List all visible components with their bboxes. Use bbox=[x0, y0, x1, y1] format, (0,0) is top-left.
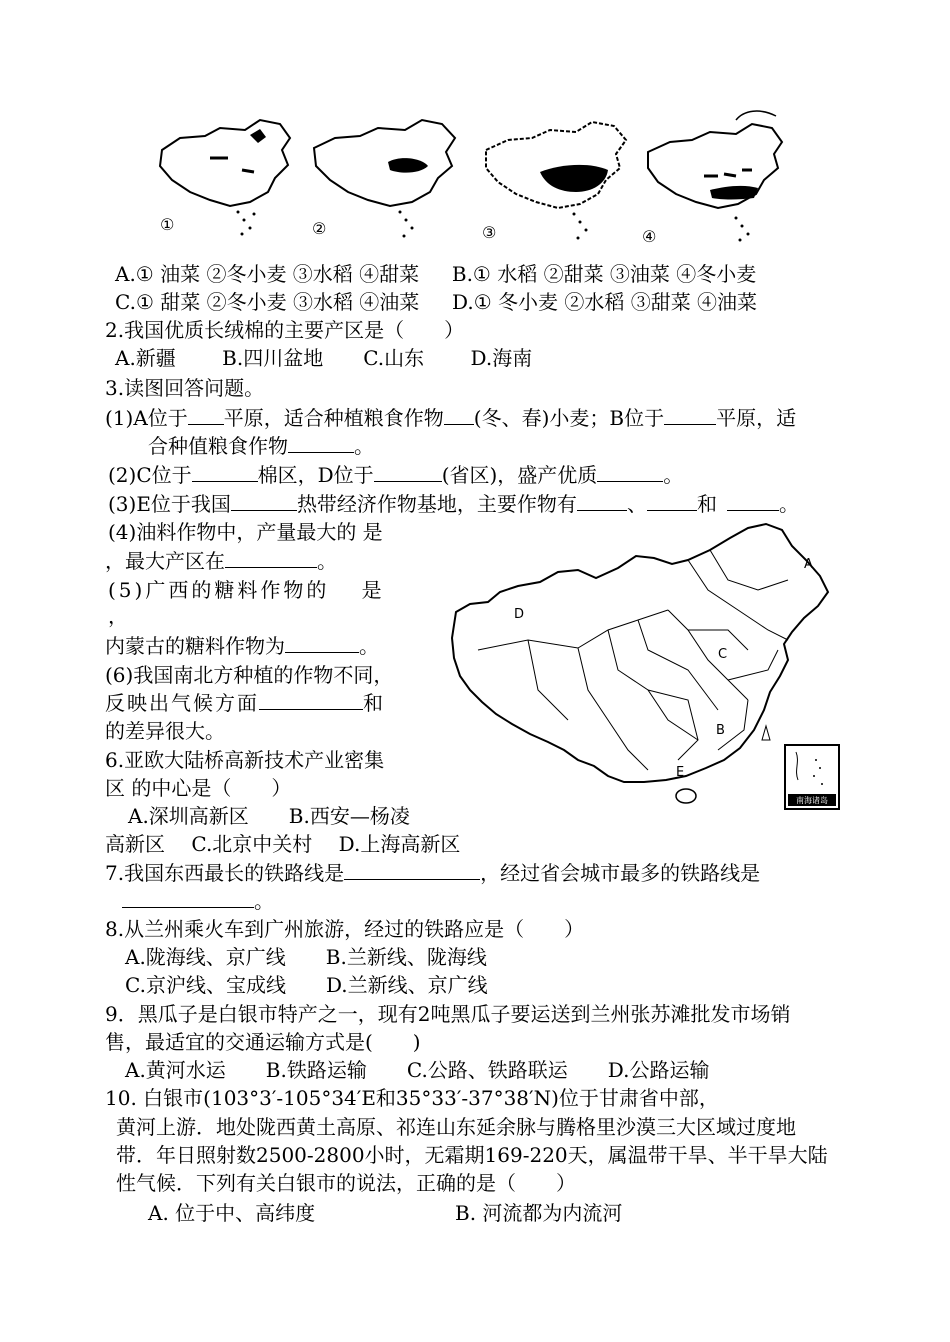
q7-line1 bbox=[105, 859, 760, 887]
crop-map-1 bbox=[150, 110, 310, 250]
map-label-C: C bbox=[718, 647, 728, 662]
map-label-E: E bbox=[676, 765, 685, 780]
answer-blank[interactable] bbox=[285, 632, 359, 653]
q3-p3c: 、 bbox=[626, 492, 647, 516]
q8-opt1: A.陇海线、京广线 B.兰新线、陇海线 bbox=[125, 945, 487, 969]
q3-p6b: 反映出气候方面 bbox=[105, 691, 259, 715]
q3-stem: 3.读图回答问题。 bbox=[105, 376, 265, 400]
q3-p3a: (3)E位于我国 bbox=[108, 492, 231, 516]
crop-distribution-maps bbox=[150, 110, 850, 250]
q3-p2a: (2)C位于 bbox=[108, 463, 192, 487]
answer-blank[interactable] bbox=[231, 490, 297, 511]
answer-blank[interactable] bbox=[225, 547, 317, 568]
q6-stem1: 6.亚欧大陆桥高新技术产业密集 bbox=[105, 748, 385, 772]
map-number-3: ③ bbox=[482, 223, 497, 242]
q3-part1-line2 bbox=[148, 432, 374, 460]
q3-p3e: 。 bbox=[778, 492, 799, 516]
q3-p1b: 平原，适合种植粮食作物 bbox=[223, 406, 444, 430]
answer-blank[interactable] bbox=[192, 461, 258, 482]
answer-blank[interactable] bbox=[577, 490, 627, 511]
answer-blank[interactable] bbox=[188, 404, 224, 425]
q3-p1a: (1)A位于 bbox=[105, 406, 188, 430]
q3-p5a: (5)广西的糖料作物的 是 bbox=[108, 578, 385, 602]
q3-p4c: 。 bbox=[317, 549, 337, 573]
answer-blank[interactable] bbox=[727, 490, 779, 511]
q3-p5b: ， bbox=[108, 604, 128, 628]
answer-blank[interactable] bbox=[444, 404, 474, 425]
q10-line4: 性气候．下列有关白银市的说法，正确的是（ ） bbox=[116, 1171, 576, 1195]
answer-blank[interactable] bbox=[374, 461, 442, 482]
south-china-sea-inset bbox=[784, 744, 840, 810]
china-outline-map-3 bbox=[480, 110, 640, 250]
china-outline-map-1 bbox=[150, 110, 310, 250]
q6-stem2: 区 的中心是（ ） bbox=[105, 776, 292, 800]
q3-part3 bbox=[108, 490, 799, 518]
q7-b: ，经过省会城市最多的铁路线是 bbox=[480, 861, 761, 885]
inset-label: 南海诸岛 bbox=[796, 796, 828, 805]
q2-stem: 2.我国优质长绒棉的主要产区是（ ） bbox=[105, 318, 465, 342]
china-outline-map-2 bbox=[310, 110, 470, 250]
q9-line1: 9．黑瓜子是白银市特产之一，现有2吨黑瓜子要运送到兰州张苏滩批发市场销 bbox=[105, 1002, 791, 1026]
q7-a: 7.我国东西最长的铁路线是 bbox=[105, 861, 345, 885]
answer-blank[interactable] bbox=[122, 887, 254, 908]
map-number-2: ② bbox=[312, 219, 327, 238]
q3-p1f: 。 bbox=[354, 434, 374, 458]
q3-p4b: ，最大产区在 bbox=[105, 549, 225, 573]
q3-p5d: 。 bbox=[359, 634, 379, 658]
q3-part6-line2 bbox=[105, 689, 385, 717]
q3-p2c: (省区)，盛产优质 bbox=[441, 463, 598, 487]
q3-p6d: 的差异很大。 bbox=[105, 719, 225, 743]
q3-p2d: 。 bbox=[663, 463, 684, 487]
q3-p6c: 和 bbox=[363, 691, 385, 715]
inset-map bbox=[786, 746, 838, 808]
q3-p4a: (4)油料作物中，产量最大的 是 bbox=[108, 520, 383, 544]
answer-blank[interactable] bbox=[344, 859, 480, 880]
answer-blank[interactable] bbox=[259, 689, 363, 710]
crop-map-4 bbox=[640, 110, 800, 250]
q9-line2: 售，最适宜的交通运输方式是( ) bbox=[105, 1030, 421, 1054]
q2-options: A.新疆 B.四川盆地 C.山东 D.海南 bbox=[115, 346, 533, 370]
q10-line1: 10. 白银市(103°3′-105°34′E和35°33′-37°38′N)位于甘肃省中部， bbox=[105, 1086, 719, 1110]
answer-blank[interactable] bbox=[597, 461, 663, 482]
china-outline-map-4 bbox=[640, 110, 800, 250]
crop-map-3 bbox=[480, 110, 640, 250]
q6-opt2: 高新区 C.北京中关村 D.上海高新区 bbox=[105, 832, 461, 856]
q8-stem: 8.从兰州乘火车到广州旅游，经过的铁路应是（ ） bbox=[105, 917, 585, 941]
map-label-A: A bbox=[804, 557, 813, 572]
q6-opt1: A.深圳高新区 B.西安—杨凌 bbox=[128, 804, 410, 828]
answer-blank[interactable] bbox=[288, 432, 354, 453]
q3-p6a: (6)我国南北方种植的作物不同， bbox=[105, 663, 394, 687]
q7-line2 bbox=[122, 887, 274, 915]
q10-line2: 黄河上游．地处陇西黄土高原、祁连山东延余脉与腾格里沙漠三大区域过度地 bbox=[116, 1115, 796, 1139]
q1-options-line1: A.① 油菜 ②冬小麦 ③水稻 ④甜菜 B.① 水稻 ②甜菜 ③油菜 ④冬小麦 bbox=[115, 262, 757, 286]
q10-option-b: B. 河流都为内流河 bbox=[455, 1201, 623, 1225]
q3-p1d: 平原，适 bbox=[716, 406, 797, 430]
q10-option-a: A. 位于中、高纬度 bbox=[148, 1201, 316, 1225]
q7-c: 。 bbox=[254, 889, 274, 913]
q3-part4-line2 bbox=[105, 547, 337, 575]
q1-options-line2: C.① 甜菜 ②冬小麦 ③水稻 ④油菜 D.① 冬小麦 ②水稻 ③甜菜 ④油菜 bbox=[115, 290, 758, 314]
answer-blank[interactable] bbox=[647, 490, 697, 511]
q3-part5-line2 bbox=[105, 632, 379, 660]
map-number-4: ④ bbox=[642, 227, 657, 246]
q9-options: A.黄河水运 B.铁路运输 C.公路、铁路联运 D.公路运输 bbox=[125, 1058, 710, 1082]
q3-p5c: 内蒙古的糖料作物为 bbox=[105, 634, 285, 658]
map-label-D: D bbox=[514, 607, 525, 622]
crop-map-2 bbox=[310, 110, 470, 250]
q3-p1c: (冬、春)小麦；B位于 bbox=[473, 406, 665, 430]
map-number-1: ① bbox=[160, 215, 175, 234]
q3-p1e: 合种值粮食作物 bbox=[148, 434, 288, 458]
q3-p3d: 和 bbox=[696, 492, 717, 516]
q3-part2 bbox=[108, 461, 683, 489]
answer-blank[interactable] bbox=[664, 404, 716, 425]
q3-part1-line1 bbox=[105, 404, 796, 432]
q3-p3b: 热带经济作物基地，主要作物有 bbox=[296, 492, 577, 516]
map-label-B: B bbox=[716, 723, 725, 738]
q10-line3: 带．年日照射数2500-2800小时，无霜期169-220天，属温带干旱、半干旱大陆 bbox=[116, 1143, 828, 1167]
q3-p2b: 棉区，D位于 bbox=[257, 463, 374, 487]
q8-opt2: C.京沪线、宝成线 D.兰新线、京广线 bbox=[125, 973, 488, 997]
